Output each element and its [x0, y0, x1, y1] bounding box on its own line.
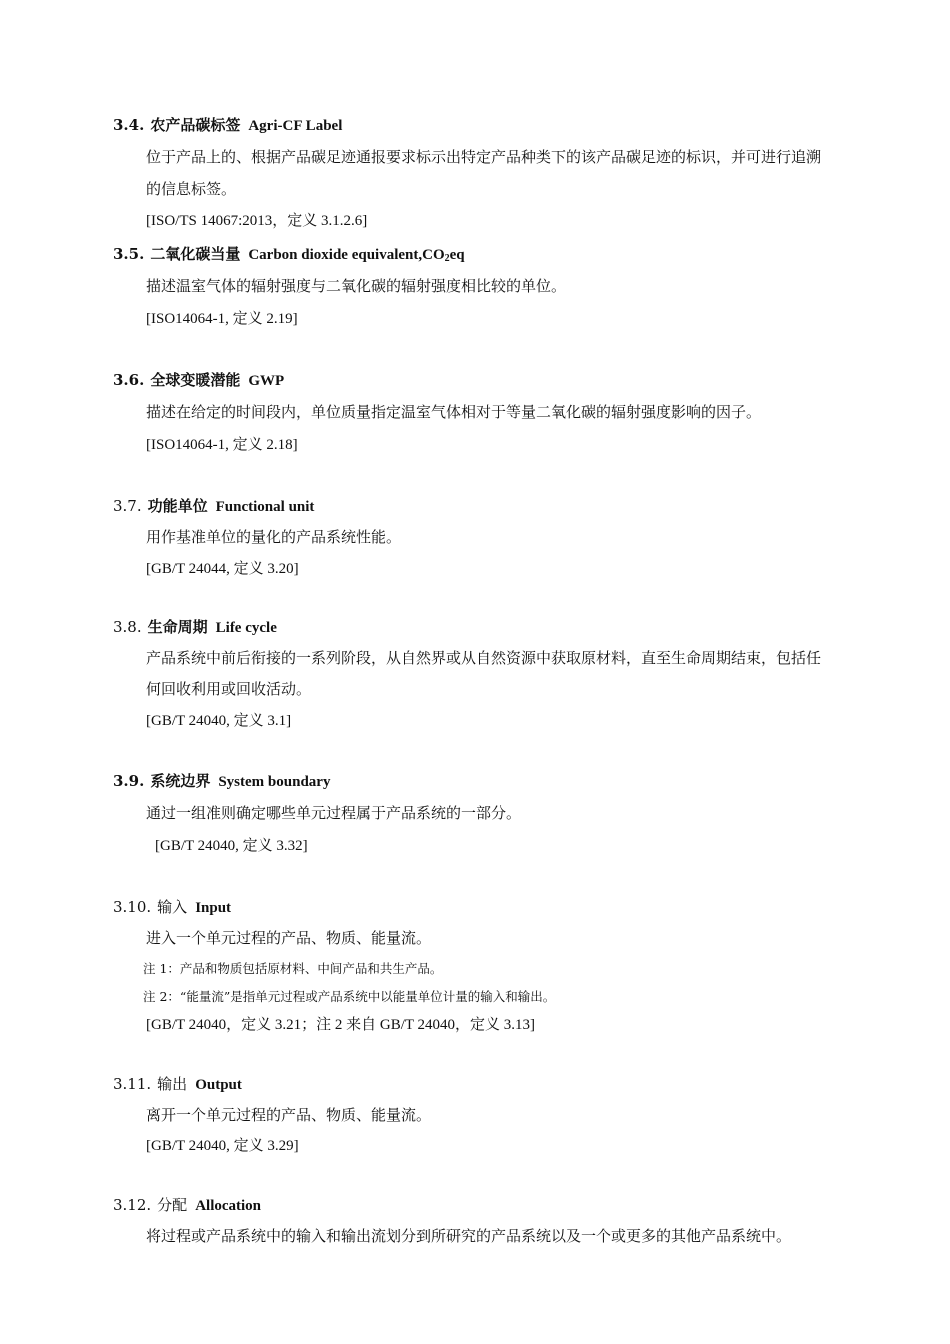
section-number: 3.6. [113, 371, 145, 389]
term-en-tail: eq [449, 247, 465, 263]
term-zh: 分配 [157, 1196, 188, 1214]
section-number: 3.10. [113, 898, 152, 916]
term-en-main: Carbon dioxide equivalent,CO [248, 247, 445, 263]
term-zh: 二氧化碳当量 [150, 245, 241, 263]
section-3-9-heading [113, 771, 330, 792]
reference: [GB/T 24040，定义 3.21；注 2 来自 GB/T 24040，定义 3.13] [146, 1017, 536, 1033]
definition-text: 进入一个单元过程的产品、物质、能量流。 [146, 929, 432, 947]
term-en: System boundary [218, 774, 331, 790]
term-en: Agri-CF Label [248, 118, 343, 134]
reference: [ISO14064-1, 定义 2.18] [146, 437, 298, 453]
term-en [248, 247, 464, 263]
section-number: 3.9. [113, 772, 145, 790]
section-3-10-heading [113, 897, 231, 918]
section-number: 3.5. [113, 245, 145, 263]
term-zh: 生命周期 [147, 618, 208, 636]
section-number: 3.12. [113, 1196, 152, 1214]
definition-text: 的信息标签。 [146, 180, 237, 198]
reference: [GB/T 24040, 定义 3.29] [146, 1138, 299, 1154]
definition-text: 离开一个单元过程的产品、物质、能量流。 [146, 1106, 432, 1124]
section-3-4-heading [113, 115, 342, 136]
term-zh: 全球变暖潜能 [150, 371, 241, 389]
definition-text: 将过程或产品系统中的输入和输出流划分到所研究的产品系统以及一个或更多的其他产品系统中。 [146, 1227, 792, 1245]
reference: [GB/T 24040, 定义 3.1] [146, 713, 292, 729]
section-number: 3.4. [113, 116, 145, 134]
term-en-subscript: 2 [444, 253, 450, 264]
term-en: Input [195, 900, 232, 916]
definition-text: 产品系统中前后衔接的一系列阶段，从自然界或从自然资源中获取原材料，直至生命周期结束，包括任 [146, 649, 822, 667]
definition-text: 描述温室气体的辐射强度与二氧化碳的辐射强度相比较的单位。 [146, 277, 567, 295]
term-en: Life cycle [215, 620, 277, 636]
definition-text: 描述在给定的时间段内，单位质量指定温室气体相对于等量二氧化碳的辐射强度影响的因子。 [146, 403, 762, 421]
reference: [ISO/TS 14067:2013，定义 3.1.2.6] [146, 213, 368, 229]
definition-text: 通过一组准则确定哪些单元过程属于产品系统的一部分。 [146, 804, 522, 822]
term-en: Output [195, 1077, 242, 1093]
note: 注 2：“能量流”是指单元过程或产品系统中以能量单位计量的输入和输出。 [143, 989, 556, 1004]
term-zh: 系统边界 [150, 772, 211, 790]
definition-text: 位于产品上的、根据产品碳足迹通报要求标示出特定产品种类下的该产品碳足迹的标识，并可进行追溯 [146, 148, 822, 166]
term-zh: 输出 [157, 1075, 188, 1093]
reference: [ISO14064-1, 定义 2.19] [146, 311, 298, 327]
section-3-5-heading [113, 244, 465, 269]
section-number: 3.7. [113, 497, 142, 515]
term-en: Functional unit [215, 499, 315, 515]
term-en: Allocation [195, 1198, 262, 1214]
term-zh: 功能单位 [147, 497, 208, 515]
section-3-6-heading [113, 370, 284, 391]
reference: [GB/T 24044, 定义 3.20] [146, 561, 299, 577]
section-number: 3.11. [113, 1075, 152, 1093]
section-3-7-heading [113, 496, 314, 517]
term-en: GWP [248, 373, 285, 389]
note: 注 1：产品和物质包括原材料、中间产品和共生产品。 [143, 961, 443, 976]
reference: [GB/T 24040, 定义 3.32] [155, 838, 308, 854]
section-3-8-heading [113, 617, 277, 638]
section-number: 3.8. [113, 618, 142, 636]
term-zh: 输入 [157, 898, 188, 916]
section-3-12-heading [113, 1195, 261, 1216]
definition-text: 用作基准单位的量化的产品系统性能。 [146, 528, 402, 546]
definition-text: 何回收利用或回收活动。 [146, 680, 312, 698]
section-3-11-heading [113, 1074, 242, 1095]
term-zh: 农产品碳标签 [150, 116, 241, 134]
